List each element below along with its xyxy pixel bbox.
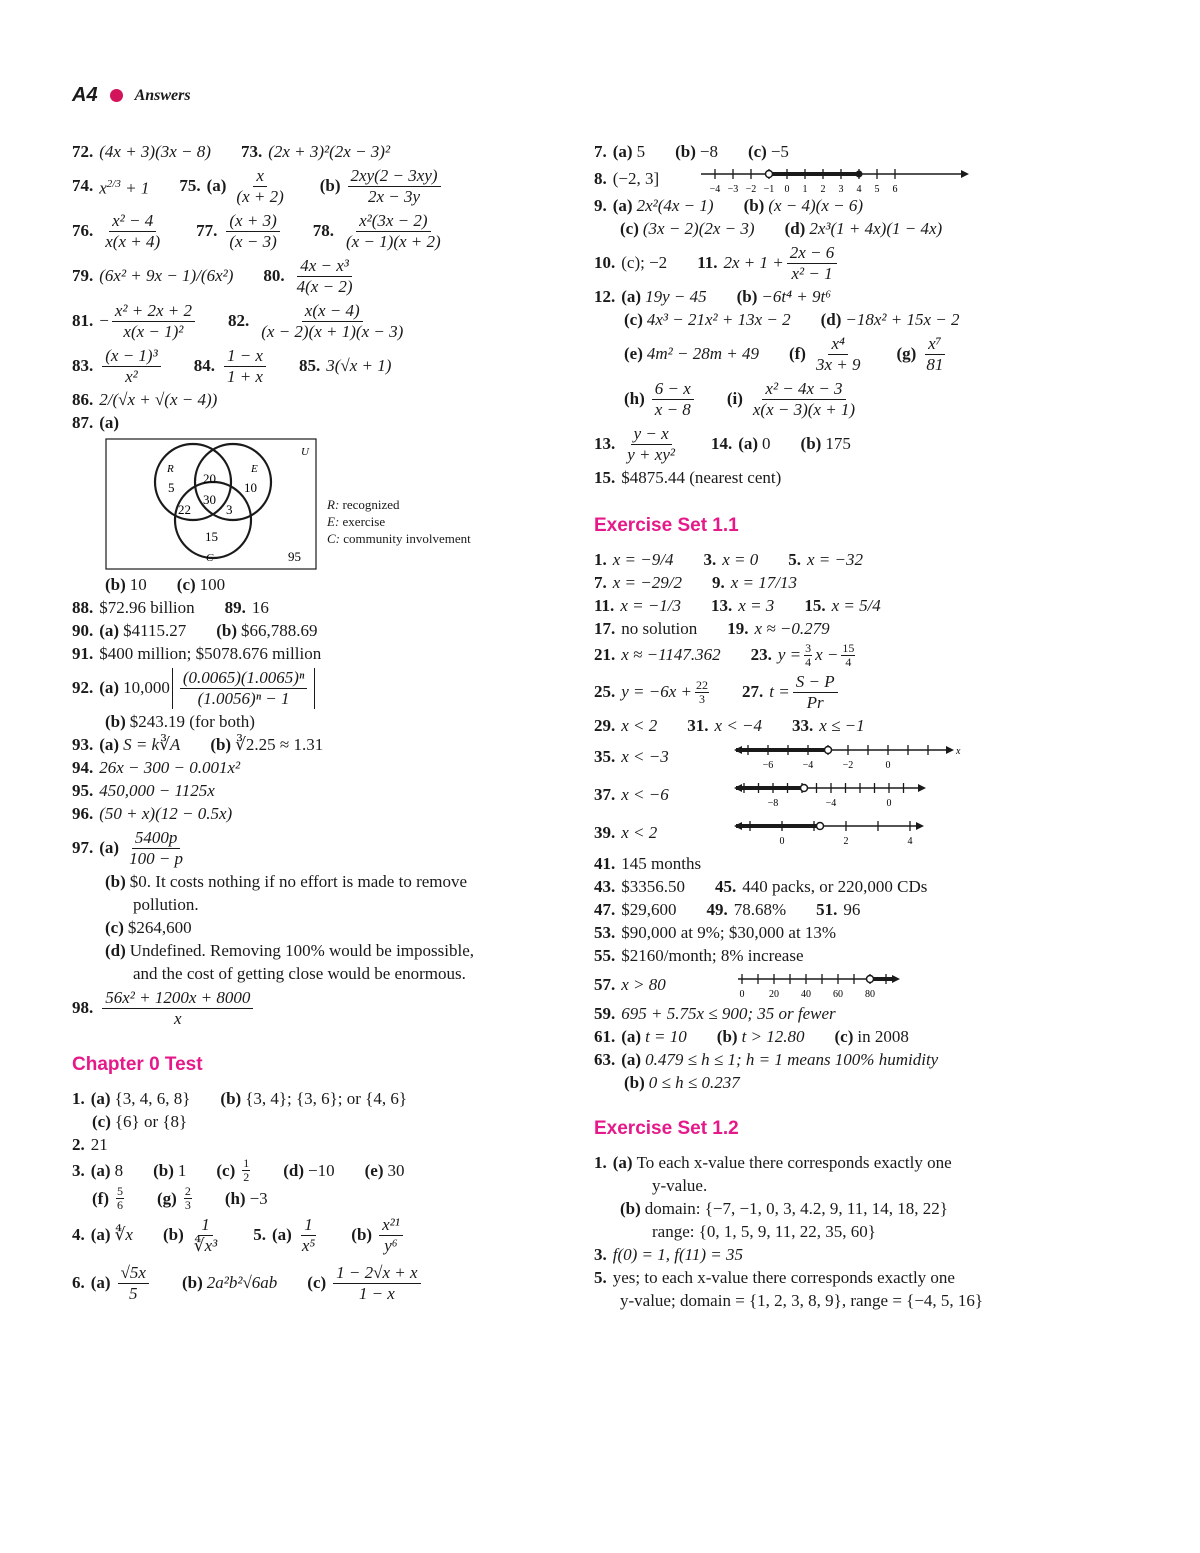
test-2: 21 [90, 1135, 108, 1154]
review-12b: −6t⁴ + 9t⁶ [761, 287, 832, 306]
page-header [72, 84, 191, 107]
answer-row-74-75: 74. $x^{2/3} + 1$ 75. (a) $\frac{x}{(x + 2)}$ (b) $\frac{2xy(2 - 3xy)}{2x - 3y}$ [72, 164, 552, 208]
ex11-23-prefix: y = [777, 645, 802, 664]
ex11-row-7: 7. x = −29/2 9. x = 17/13 [594, 573, 797, 592]
review-14a: 0 [762, 434, 771, 453]
test-row-1c: (c) {6} or {8} [92, 1112, 188, 1131]
ex12-row-1b: (b) domain: {−7, −1, 0, 3, 4.2, 9, 11, 14, 18, 22} [620, 1199, 948, 1218]
test-row-3: 3. (a) 8 (b) 1 (c) $\frac{1}{2}$ (d) −10 (e) 30 [72, 1156, 405, 1184]
answer-97a: $\frac{5400p}{100 - p}$ [129, 827, 184, 868]
test-row-3f: (f) $\frac{5}{6}$ (g) $\frac{2}{3}$ (h) −3 [92, 1184, 268, 1212]
answer-row-90: 90. (a) $4115.27 (b) $66,788.69 [72, 621, 318, 640]
number-line-37 [732, 778, 932, 812]
review-12a: 19y − 45 [645, 287, 707, 306]
chapter-test-heading: Chapter 0 Test [72, 1054, 203, 1075]
ex12-row-1b-cont [594, 1221, 1064, 1243]
answer-87b: 10 [129, 575, 147, 594]
ex11-11: x = −1/3 [620, 596, 682, 615]
answer-75a: $\frac{x}{(x + 2)}$ [236, 165, 284, 206]
answer-97b-continued: pollution. [133, 895, 199, 914]
review-12g: $\frac{\text{x⁷}}{81}$ [926, 333, 944, 374]
ex11-row-41: 41. 145 months [594, 854, 702, 873]
answer-row-92a: 92. (a) 10,000 $\frac{\text{(0.0065)(1.0065)ⁿ}}{\text{(1.0056)ⁿ − 1}}$ [72, 666, 552, 710]
review-9d: 2x³(1 + 4x)(1 − 4x) [809, 219, 943, 238]
ex11-row-11: 11. x = −1/3 13. x = 3 15. x = 5/4 [594, 596, 881, 615]
review-row-12cd: (c) 4x³ − 21x² + 13x − 2 (d) −18x² + 15x − 2 [624, 310, 960, 329]
legend-key-e: E: [327, 514, 340, 529]
answer-row-97d: (d) Undefined. Removing 100% would be impossible, [105, 941, 474, 960]
ex11-23-coef: $\frac{3}{4}$ [805, 640, 812, 669]
venn-label-e: E [251, 463, 258, 475]
test-4a: ∜x [114, 1225, 133, 1244]
review-12d: −18x² + 15x − 2 [845, 310, 960, 329]
ex11-57: x > 80 [621, 975, 666, 994]
venn-legend [327, 496, 471, 547]
nl35-ticks-label: −4 [802, 760, 814, 771]
test-row-6: 6. (a) $\frac{√5x}{5}$ (b) 2a²b²√6ab (c) $\frac{1 - 2√x + x}{1 - x}$ [72, 1258, 552, 1308]
number-line-35 [732, 740, 962, 774]
number-line-57 [732, 969, 912, 1001]
answer-row-93: 93. (a) S = k∛A (b) ∛2.25 ≈ 1.31 [72, 735, 324, 754]
nl57-ticks-label: 20 [769, 989, 779, 1000]
answer-92a-prefix: 10,000 [123, 678, 170, 697]
answer-88: $72.96 billion [99, 598, 195, 617]
test-row-1: 1. (a) {3, 4, 6, 8} (b) {3, 4}; {3, 6}; or {4, 6} [72, 1089, 408, 1108]
ex11-row-37: 37. x < −6 −8 −4 0 [594, 776, 1064, 814]
ex12-5: yes; to each x-value there corresponds exactly one [612, 1268, 955, 1287]
answer-72: (4x + 3)(3x − 8) [99, 142, 211, 161]
page-number: A4 [72, 84, 98, 106]
answer-row-94: 94. 26x − 300 − 0.001x² [72, 758, 241, 777]
test-5a: $\frac{1}{\text{x⁵}}$ [301, 1214, 316, 1255]
answer-82: $\frac{x(x - 4)}{(x - 2)(x + 1)(x - 3)}$ [261, 300, 404, 341]
review-12f: $\frac{\text{x⁴}}{3x + 9}$ [815, 333, 861, 374]
answer-90b: $66,788.69 [240, 621, 318, 640]
venn-diagram [105, 438, 317, 570]
answer-row-97a: 97. (a) $\frac{5400p}{100 - p}$ [72, 826, 552, 870]
answer-83: $\frac{\text{(x − 1)³}}{\text{x²}}$ [102, 346, 160, 387]
test-3c: $\frac{1}{2}$ [243, 1156, 250, 1184]
answer-row-92b: (b) $243.19 (for both) [105, 712, 255, 731]
answer-97d-continued: and the cost of getting close would be enormous. [133, 964, 466, 983]
nl35-ticks-label: 0 [885, 760, 891, 771]
open-endpoint-80 [867, 976, 874, 983]
right-column [594, 140, 1064, 1313]
nl8-ticks-label: −2 [745, 184, 757, 194]
ex11-29: x < 2 [621, 716, 658, 735]
ex11-33: x ≤ −1 [819, 716, 865, 735]
review-row-12ab: 12. (a) 19y − 45 (b) −6t⁴ + 9t⁶ [594, 287, 832, 306]
answer-90a: $4115.27 [123, 621, 187, 640]
answer-row-88-89: 88. $72.96 billion 89. 16 [72, 598, 269, 617]
venn-diagram-block [105, 438, 552, 570]
nl57-ticks-label: 0 [739, 989, 745, 1000]
answer-93b: ∛2.25 ≈ 1.31 [235, 735, 324, 754]
venn-label-c: C [206, 552, 214, 564]
answer-93a: S = k∛A [123, 735, 181, 754]
venn-region-ec: 3 [226, 502, 233, 517]
answer-75b: $\frac{2xy(2 - 3xy)}{2x - 3y}$ [348, 166, 441, 207]
review-row-7: 7. (a) 5 (b) −8 (c) −5 [594, 142, 789, 161]
review-row-9cd: (c) (3x − 2)(2x − 3) (d) 2x³(1 + 4x)(1 − 4x) [620, 219, 943, 238]
ex12-5-continued: y-value; domain = {1, 2, 3, 8, 9}, range = {−4, 5, 16} [620, 1291, 984, 1310]
ex11-row-53: 53. $90,000 at 9%; $30,000 at 13% [594, 923, 837, 942]
section-label: Answers [134, 86, 191, 104]
number-line-8 [699, 164, 969, 194]
ex11-row-43: 43. $3356.50 45. 440 packs, or 220,000 CDs [594, 877, 928, 896]
review-7b: −8 [699, 142, 718, 161]
review-9a: 2x²(4x − 1) [636, 196, 714, 215]
test-3b: 1 [177, 1160, 187, 1180]
ex11-row-55: 55. $2160/month; 8% increase [594, 946, 804, 965]
ex11-5: x = −32 [807, 550, 863, 569]
legend-r: recognized [342, 497, 400, 512]
answer-96: (50 + x)(12 − 0.5x) [99, 804, 233, 823]
nl39-ticks-label: 0 [779, 836, 785, 847]
ex11-row-29: 29. x < 2 31. x < −4 33. x ≤ −1 [594, 716, 865, 735]
nl8-ticks-label: 5 [874, 184, 880, 194]
venn-region-rc: 22 [178, 502, 191, 517]
venn-region-outside: 95 [288, 549, 301, 564]
ex12-row-5: 5. yes; to each x-value there corresponds exactly one [594, 1268, 955, 1287]
answer-84: $\frac{1 - x}{1 + x}$ [224, 346, 266, 387]
answer-98: $\frac{\text{56x² + 1200x + 8000}}{x}$ [102, 988, 253, 1029]
review-7c: −5 [770, 142, 789, 161]
review-row-12efg: (e) 4m² − 28m + 49 (f) $\frac{\text{x⁴}}{3x + 9}$ (g) $\frac{\text{x⁷}}{81}$ [594, 332, 1064, 376]
nl8-ticks-label: 4 [856, 184, 862, 194]
answer-92a: $\frac{\text{(0.0065)(1.0065)ⁿ}}{\text{(1.0056)ⁿ − 1}}$ [180, 668, 308, 709]
answer-row-86: 86. 2/(√x + √(x − 4)) [72, 390, 218, 409]
review-row-9ab: 9. (a) 2x²(4x − 1) (b) (x − 4)(x − 6) [594, 196, 864, 215]
answer-row-81-82: 81. − $\frac{\text{x² + 2x + 2}}{\text{x(x − 1)²}}$ 82. $\frac{x(x - 4)}{(x - 2)(x + 1)(x - 3)}$ [72, 299, 552, 343]
review-10: (c); −2 [621, 253, 668, 272]
nl8-ticks-label: 2 [820, 184, 826, 194]
test-3g: $\frac{2}{3}$ [184, 1184, 191, 1212]
ex11-43: $3356.50 [621, 877, 685, 896]
test-4b: $\frac{1}{\text{∜x³}}$ [193, 1214, 218, 1255]
closed-endpoint-3 [856, 171, 863, 178]
answer-94: 26x − 300 − 0.001x² [99, 758, 241, 777]
ex11-45: 440 packs, or 220,000 CDs [742, 877, 928, 896]
ex11-row-63b: (b) 0 ≤ h ≤ 0.237 [624, 1073, 740, 1092]
review-row-8: 8. (−2, 3] −4 −3 −2 −1 0 1 2 3 4 5 6 [594, 164, 1064, 194]
nl57-ticks-label: 80 [865, 989, 875, 1000]
answer-95: 450,000 − 1125x [99, 781, 215, 800]
answer-80: $\frac{\text{4x − x³}}{4(x - 2)}$ [296, 255, 353, 296]
answer-row-91: 91. $400 million; $5078.676 million [72, 644, 322, 663]
review-row-10-11: 10. (c); −2 11. 2x + 1 + $\frac{2x - 6}{\text{x² − 1}}$ [594, 241, 1064, 285]
ex11-row-21: 21. x ≈ −1147.362 23. y = $\frac{3}{4}$ x − $\frac{15}{4}$ [594, 640, 855, 669]
legend-c: community involvement [343, 531, 471, 546]
ex11-row-59: 59. 695 + 5.75x ≤ 900; 35 or fewer [594, 1004, 836, 1023]
open-endpoint-2 [817, 823, 824, 830]
ex12-row-1a: 1. (a) To each x-value there corresponds exactly one [594, 1153, 952, 1172]
answer-77: $\frac{(x + 3)}{(x - 3)}$ [226, 211, 279, 252]
review-8: (−2, 3] [612, 169, 660, 188]
ex11-25-const: $\frac{22}{3}$ [696, 677, 709, 706]
ex11-39: x < 2 [621, 823, 658, 842]
answer-row-83-85: 83. $\frac{\text{(x − 1)³}}{\text{x²}}$ 84. $\frac{1 - x}{1 + x}$ 85. 3(√x + 1) [72, 345, 392, 386]
ex11-21: x ≈ −1147.362 [621, 645, 721, 664]
review-9b: (x − 4)(x − 6) [768, 196, 864, 215]
test-row-4-5: 4. (a) ∜x (b) $\frac{1}{\text{∜x³}}$ 5. (a) $\frac{1}{\text{x⁵}}$ (b) $\frac{\text{x²¹}}{\text{y⁶}}$ [72, 1213, 552, 1257]
answer-85: 3(√x + 1) [326, 356, 392, 375]
exercise-1-2-heading: Exercise Set 1.2 [594, 1118, 739, 1139]
open-endpoint-minus-2 [766, 171, 773, 178]
test-6b: 2a²b²√6ab [206, 1273, 278, 1292]
answer-79: (6x² + 9x − 1)/(6x²) [99, 266, 234, 285]
ex11-row-63a: 63. (a) 0.479 ≤ h ≤ 1; h = 1 means 100% humidity [594, 1050, 939, 1069]
venn-region-c-only: 15 [205, 529, 218, 544]
review-row-13-14: 13. $\frac{y - x}{\text{y + xy²}}$ 14. (a) 0 (b) 175 [594, 423, 851, 464]
review-13: $\frac{y - x}{\text{y + xy²}}$ [627, 423, 675, 464]
nl8-ticks-label: 6 [892, 184, 898, 194]
review-9c: (3x − 2)(2x − 3) [642, 219, 755, 238]
ex11-row-35: 35. x < −3 −6 −4 −2 0 x [594, 738, 1064, 776]
review-12e: 4m² − 28m + 49 [646, 344, 759, 363]
test-6c: $\frac{1 - 2√x + x}{1 - x}$ [333, 1263, 420, 1304]
ex11-15: x = 5/4 [831, 596, 881, 615]
nl37-ticks-label: −4 [825, 798, 837, 809]
test-row-2: 2. 21 [72, 1135, 108, 1154]
venn-region-rec: 30 [203, 492, 216, 507]
review-14b: 175 [825, 434, 851, 453]
test-1a: {3, 4, 6, 8} [114, 1089, 191, 1108]
ex12-1a-continued: y-value. [652, 1176, 708, 1195]
ex11-27: $\frac{S - P}{Pr}$ [793, 672, 838, 713]
answer-97b: $0. It costs nothing if no effort is made to remove [129, 872, 468, 891]
review-row-15: 15. $4875.44 (nearest cent) [594, 468, 782, 487]
venn-region-r-only: 5 [168, 480, 175, 495]
answer-row-95: 95. 450,000 − 1125x [72, 781, 215, 800]
legend-e: exercise [342, 514, 386, 529]
ex11-61b: t > 12.80 [741, 1027, 805, 1046]
answer-73: (2x + 3)²(2x − 3)² [268, 142, 391, 161]
left-column [72, 140, 552, 1309]
answer-74: $x^{2/3} + 1$ [99, 177, 150, 198]
ex11-7: x = −29/2 [612, 573, 682, 592]
ex11-63b: 0 ≤ h ≤ 0.237 [648, 1073, 740, 1092]
bullet-dot-icon [110, 89, 123, 102]
ex12-1b: domain: {−7, −1, 0, 3, 4.2, 9, 11, 14, 18, 22} [644, 1199, 948, 1218]
number-line-35-variable: x [956, 746, 961, 757]
answer-87-label: (a) [99, 413, 120, 432]
ex11-27-prefix: t = [769, 682, 790, 701]
ex11-row-39: 39. x < 2 0 2 4 [594, 814, 1064, 852]
ex12-row-3: 3. f(0) = 1, f(11) = 35 [594, 1245, 744, 1264]
answer-78: $\frac{\text{x²(3x − 2)}}{(x - 1)(x + 2)}$ [345, 210, 441, 251]
ex11-17: no solution [621, 619, 698, 638]
ex11-55: $2160/month; 8% increase [621, 946, 804, 965]
nl8-ticks-label: −3 [727, 184, 739, 194]
test-5b: $\frac{\text{x²¹}}{\text{y⁶}}$ [379, 1215, 403, 1256]
review-15: $4875.44 (nearest cent) [621, 468, 782, 487]
legend-key-r: R: [327, 497, 340, 512]
answer-81: $\frac{\text{x² + 2x + 2}}{\text{x(x − 1)²}}$ [112, 301, 195, 342]
venn-label-r: R [167, 463, 174, 475]
ex11-3: x = 0 [722, 550, 759, 569]
ex12-3: f(0) = 1, f(11) = 35 [612, 1245, 744, 1264]
ex11-59: 695 + 5.75x ≤ 900; 35 or fewer [621, 1004, 836, 1023]
legend-key-c: C: [327, 531, 340, 546]
test-3h: −3 [249, 1188, 268, 1208]
ex12-row-1a-cont [594, 1175, 1064, 1197]
ex11-37: x < −6 [621, 785, 669, 804]
venn-label-u: U [301, 446, 309, 458]
review-12h: $\frac{6 - x}{x - 8}$ [652, 379, 694, 420]
ex11-13: x = 3 [738, 596, 775, 615]
ex11-25-prefix: y = −6x + [621, 682, 693, 701]
ex11-23-const: $\frac{15}{4}$ [842, 640, 855, 669]
answer-76: $\frac{\text{x² − 4}}{x(x + 4)}$ [105, 210, 161, 251]
ex12-1b-continued: range: {0, 1, 5, 9, 11, 22, 35, 60} [652, 1222, 876, 1241]
test-1b: {3, 4}; {3, 6}; or {4, 6} [245, 1089, 408, 1108]
answer-92b: $243.19 (for both) [129, 712, 255, 731]
answer-97c: $264,600 [127, 918, 192, 937]
ex11-row-17: 17. no solution 19. x ≈ −0.279 [594, 619, 830, 638]
ex11-35: x < −3 [621, 747, 669, 766]
review-12i: $\frac{\text{x² − 4x − 3}}{x(x - 3)(x + 1)}$ [752, 378, 856, 419]
review-12c: 4x³ − 21x² + 13x − 2 [646, 310, 791, 329]
nl37-ticks-label: −8 [767, 798, 779, 809]
venn-region-e-only: 10 [244, 480, 257, 495]
answer-87c: 100 [199, 575, 226, 594]
ex11-63a: 0.479 ≤ h ≤ 1; h = 1 means 100% humidity [645, 1050, 939, 1069]
answer-row-96: 96. (50 + x)(12 − 0.5x) [72, 804, 233, 823]
ex11-row-57: 57. x > 80 0 20 40 60 80 [594, 968, 1064, 1002]
ex11-53: $90,000 at 9%; $30,000 at 13% [621, 923, 837, 942]
nl57-ticks-label: 40 [801, 989, 811, 1000]
test-6a: $\frac{√5x}{5}$ [118, 1263, 149, 1304]
venn-region-re: 20 [203, 471, 216, 486]
ex11-61c: in 2008 [857, 1027, 909, 1046]
answer-89: 16 [251, 598, 269, 617]
ex12-1a: To each x-value there corresponds exactly one [636, 1153, 952, 1172]
answer-row-76-78: 76. $\frac{\text{x² − 4}}{x(x + 4)}$ 77. $\frac{(x + 3)}{(x - 3)}$ 78. $\frac{\text{x²(3x − 2)}}{(x - 1)(x + 2)}$ [72, 209, 552, 253]
nl35-ticks-label: −6 [762, 760, 774, 771]
nl39-ticks-label: 2 [843, 836, 849, 847]
ex11-49: 78.68% [733, 900, 787, 919]
ex11-23-mid: x − [815, 645, 839, 664]
nl8-ticks-label: −4 [709, 184, 721, 194]
ex11-31: x < −4 [714, 716, 763, 735]
ex11-9: x = 17/13 [730, 573, 797, 592]
ex11-19: x ≈ −0.279 [754, 619, 830, 638]
answer-row-87bc: (b) 10 (c) 100 [105, 575, 226, 594]
ex12-row-5-cont [594, 1290, 1064, 1312]
open-endpoint-minus-6 [801, 785, 808, 792]
nl8-ticks-label: 1 [802, 184, 808, 194]
answer-row-97b-cont [72, 894, 552, 916]
ex11-row-1: 1. x = −9/4 3. x = 0 5. x = −32 [594, 550, 863, 569]
nl8-ticks-label: −1 [763, 184, 775, 194]
answer-91: $400 million; $5078.676 million [99, 644, 322, 663]
answer-row-97c: (c) $264,600 [105, 918, 192, 937]
review-row-12hi: (h) $\frac{6 - x}{x - 8}$ (i) $\frac{\text{x² − 4x − 3}}{x(x - 3)(x + 1)}$ [594, 377, 1064, 421]
ex11-61a: t = 10 [645, 1027, 687, 1046]
ex11-1: x = −9/4 [612, 550, 674, 569]
number-line-39 [732, 816, 932, 850]
review-7a: 5 [636, 142, 646, 161]
ex11-41: 145 months [621, 854, 702, 873]
test-1c: {6} or {8} [114, 1112, 188, 1131]
ex11-51: 96 [843, 900, 861, 919]
ex11-row-47: 47. $29,600 49. 78.68% 51. 96 [594, 900, 861, 919]
answer-97d: Undefined. Removing 100% would be impossible, [129, 941, 474, 960]
answer-row-98: 98. $\frac{\text{56x² + 1200x + 8000}}{x}$ [72, 986, 552, 1030]
test-3f: $\frac{5}{6}$ [116, 1184, 123, 1212]
test-3d: −10 [308, 1160, 335, 1180]
open-endpoint-minus-3 [825, 747, 832, 754]
nl8-ticks-label: 0 [784, 184, 790, 194]
ex11-row-25: 25. y = −6x + $\frac{22}{3}$ 27. t = $\frac{S - P}{Pr}$ [594, 670, 1064, 714]
exercise-1-1-heading: Exercise Set 1.1 [594, 515, 739, 536]
nl8-ticks-label: 3 [838, 184, 844, 194]
review-11: $\frac{2x - 6}{\text{x² − 1}}$ [787, 243, 838, 284]
test-3a: 8 [114, 1160, 124, 1180]
ex11-row-61: 61. (a) t = 10 (b) t > 12.80 (c) in 2008 [594, 1027, 909, 1046]
answer-row-87: 87. (a) [72, 413, 120, 432]
test-3e: 30 [387, 1160, 405, 1180]
nl35-ticks-label: −2 [842, 760, 854, 771]
nl57-ticks-label: 60 [833, 989, 843, 1000]
answer-86: 2/(√x + √(x − 4)) [99, 390, 218, 409]
answer-row-79-80: 79. (6x² + 9x − 1)/(6x²) 80. $\frac{\text{4x − x³}}{4(x - 2)}$ [72, 254, 552, 298]
review-11-prefix: 2x + 1 + [723, 253, 784, 272]
answer-row-97d-cont [72, 963, 552, 985]
ex11-47: $29,600 [621, 900, 677, 919]
answer-row-72-73: 72. (4x + 3)(3x − 8) 73. (2x + 3)²(2x − 3)² [72, 142, 391, 161]
nl37-ticks-label: 0 [886, 798, 892, 809]
nl39-ticks-label: 4 [907, 836, 913, 847]
answer-row-97b: (b) $0. It costs nothing if no effort is made to remove [105, 872, 468, 891]
